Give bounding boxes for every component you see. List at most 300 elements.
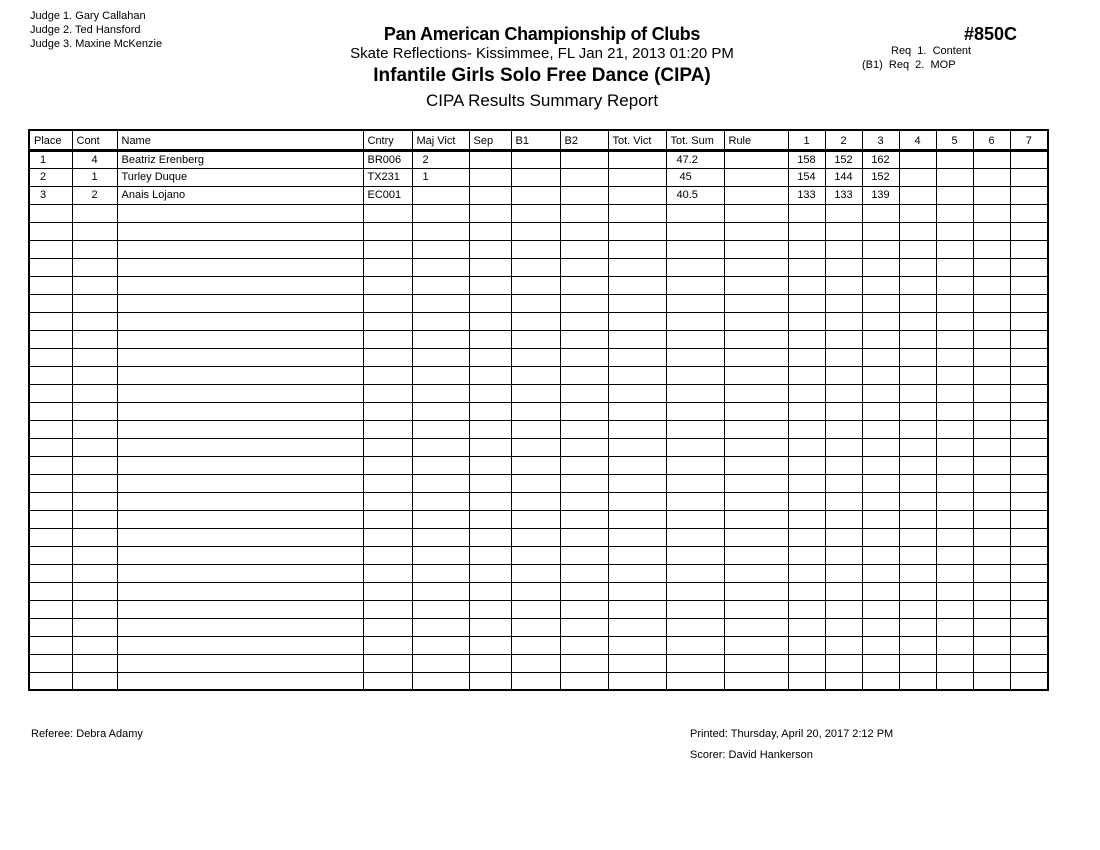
cell-empty xyxy=(29,654,72,672)
cell-empty xyxy=(412,564,469,582)
cell-empty xyxy=(936,582,973,600)
cell-empty xyxy=(363,672,412,690)
cell-empty xyxy=(936,546,973,564)
cell-empty xyxy=(72,240,117,258)
cell-empty xyxy=(608,420,666,438)
cell-empty xyxy=(117,510,363,528)
requirement-2: (B1) Req 2. MOP xyxy=(862,59,956,71)
cell-empty xyxy=(412,276,469,294)
cell-empty xyxy=(936,276,973,294)
cell-empty xyxy=(412,672,469,690)
cell-empty xyxy=(899,546,936,564)
requirements-list xyxy=(862,44,971,72)
cell-empty xyxy=(560,402,608,420)
table-row-empty xyxy=(29,528,1048,546)
cell-empty xyxy=(469,402,511,420)
cell-empty xyxy=(825,222,862,240)
cell-empty xyxy=(666,294,724,312)
cell-empty xyxy=(936,672,973,690)
cell-empty xyxy=(29,348,72,366)
cell-empty xyxy=(1010,348,1048,366)
cell-empty xyxy=(788,564,825,582)
cell-empty xyxy=(862,492,899,510)
cell-empty xyxy=(973,546,1010,564)
cell-empty xyxy=(899,240,936,258)
cell-tot-vict xyxy=(608,186,666,204)
cell-empty xyxy=(788,618,825,636)
cell-empty xyxy=(412,474,469,492)
cell-empty xyxy=(117,492,363,510)
cell-empty xyxy=(1010,510,1048,528)
cell-empty xyxy=(973,582,1010,600)
cell-empty xyxy=(469,600,511,618)
cell-empty xyxy=(560,330,608,348)
cell-empty xyxy=(666,636,724,654)
col-cntry: Cntry xyxy=(363,130,412,150)
cell-empty xyxy=(825,438,862,456)
cell-empty xyxy=(560,366,608,384)
cell-empty xyxy=(117,420,363,438)
cell-empty xyxy=(412,420,469,438)
cell-empty xyxy=(412,204,469,222)
cell-empty xyxy=(862,312,899,330)
cell-empty xyxy=(788,258,825,276)
cell-empty xyxy=(412,510,469,528)
cell-empty xyxy=(1010,366,1048,384)
cell-judge-1: 154 xyxy=(788,168,825,186)
cell-empty xyxy=(1010,474,1048,492)
cell-judge-7 xyxy=(1010,150,1048,168)
cell-empty xyxy=(1010,528,1048,546)
cell-empty xyxy=(72,582,117,600)
cell-empty xyxy=(825,618,862,636)
cell-empty xyxy=(936,564,973,582)
cell-empty xyxy=(29,420,72,438)
cell-empty xyxy=(825,654,862,672)
cell-empty xyxy=(560,222,608,240)
cell-empty xyxy=(825,402,862,420)
cell-empty xyxy=(936,600,973,618)
cell-empty xyxy=(1010,564,1048,582)
cell-empty xyxy=(608,222,666,240)
cell-empty xyxy=(469,330,511,348)
cell-empty xyxy=(72,618,117,636)
cell-empty xyxy=(666,330,724,348)
cell-empty xyxy=(973,240,1010,258)
cell-empty xyxy=(1010,438,1048,456)
cell-empty xyxy=(825,420,862,438)
cell-empty xyxy=(72,312,117,330)
cell-empty xyxy=(511,258,560,276)
cell-empty xyxy=(862,294,899,312)
cell-cntry: EC001 xyxy=(363,186,412,204)
cell-empty xyxy=(973,312,1010,330)
cell-empty xyxy=(511,312,560,330)
results-table xyxy=(28,129,1049,691)
cell-cont: 4 xyxy=(72,150,117,168)
cell-empty xyxy=(825,510,862,528)
cell-empty xyxy=(666,474,724,492)
cell-empty xyxy=(899,384,936,402)
cell-judge-6 xyxy=(973,186,1010,204)
cell-empty xyxy=(1010,294,1048,312)
cell-empty xyxy=(117,438,363,456)
cell-empty xyxy=(973,420,1010,438)
cell-empty xyxy=(560,528,608,546)
cell-empty xyxy=(936,366,973,384)
cell-empty xyxy=(899,204,936,222)
cell-empty xyxy=(1010,492,1048,510)
cell-empty xyxy=(29,258,72,276)
cell-empty xyxy=(936,456,973,474)
cell-empty xyxy=(973,474,1010,492)
cell-empty xyxy=(724,618,788,636)
cell-empty xyxy=(29,456,72,474)
col-b2: B2 xyxy=(560,130,608,150)
table-row-empty xyxy=(29,312,1048,330)
cell-maj-vict: 2 xyxy=(412,150,469,168)
cell-empty xyxy=(560,636,608,654)
cell-b2 xyxy=(560,150,608,168)
cell-empty xyxy=(608,672,666,690)
cell-empty xyxy=(899,636,936,654)
cell-empty xyxy=(560,348,608,366)
cell-empty xyxy=(29,384,72,402)
cell-empty xyxy=(117,402,363,420)
cell-empty xyxy=(72,258,117,276)
cell-empty xyxy=(1010,654,1048,672)
cell-empty xyxy=(825,240,862,258)
table-row-empty xyxy=(29,222,1048,240)
cell-judge-7 xyxy=(1010,168,1048,186)
cell-empty xyxy=(29,222,72,240)
cell-empty xyxy=(862,600,899,618)
cell-empty xyxy=(117,582,363,600)
cell-empty xyxy=(72,654,117,672)
cell-empty xyxy=(899,456,936,474)
cell-empty xyxy=(412,528,469,546)
cell-judge-1: 158 xyxy=(788,150,825,168)
cell-empty xyxy=(72,204,117,222)
cell-empty xyxy=(973,294,1010,312)
col-place: Place xyxy=(29,130,72,150)
table-row-empty xyxy=(29,438,1048,456)
cell-empty xyxy=(469,222,511,240)
cell-empty xyxy=(511,456,560,474)
cell-empty xyxy=(608,366,666,384)
cell-empty xyxy=(560,582,608,600)
table-row-empty xyxy=(29,204,1048,222)
cell-empty xyxy=(412,456,469,474)
cell-empty xyxy=(724,420,788,438)
cell-empty xyxy=(666,456,724,474)
cell-empty xyxy=(117,348,363,366)
cell-empty xyxy=(363,222,412,240)
cell-empty xyxy=(560,420,608,438)
cell-empty xyxy=(363,330,412,348)
cell-empty xyxy=(1010,204,1048,222)
cell-empty xyxy=(117,204,363,222)
cell-empty xyxy=(469,528,511,546)
cell-empty xyxy=(788,456,825,474)
cell-empty xyxy=(469,582,511,600)
cell-empty xyxy=(117,276,363,294)
judges-list xyxy=(30,9,162,51)
cell-empty xyxy=(862,636,899,654)
event-number: #850C xyxy=(964,24,1018,44)
cell-empty xyxy=(825,582,862,600)
cell-empty xyxy=(469,348,511,366)
cell-empty xyxy=(469,384,511,402)
cell-empty xyxy=(788,204,825,222)
cell-empty xyxy=(117,366,363,384)
cell-empty xyxy=(363,510,412,528)
col-name: Name xyxy=(117,130,363,150)
cell-maj-vict: 1 xyxy=(412,168,469,186)
cell-empty xyxy=(511,348,560,366)
cell-empty xyxy=(511,600,560,618)
printed-timestamp: Printed: Thursday, April 20, 2017 2:12 PM xyxy=(690,728,894,740)
cell-empty xyxy=(788,474,825,492)
cell-empty xyxy=(29,510,72,528)
cell-empty xyxy=(469,312,511,330)
cell-empty xyxy=(608,492,666,510)
cell-empty xyxy=(469,564,511,582)
cell-empty xyxy=(666,312,724,330)
cell-empty xyxy=(1010,636,1048,654)
cell-b1 xyxy=(511,168,560,186)
cell-empty xyxy=(862,510,899,528)
cell-empty xyxy=(29,618,72,636)
cell-empty xyxy=(724,546,788,564)
cell-empty xyxy=(412,546,469,564)
cell-empty xyxy=(788,384,825,402)
table-row-empty xyxy=(29,654,1048,672)
cell-empty xyxy=(608,636,666,654)
cell-empty xyxy=(724,528,788,546)
table-row-empty xyxy=(29,384,1048,402)
cell-empty xyxy=(899,330,936,348)
cell-tot-sum: 47.2 xyxy=(666,150,724,168)
cell-empty xyxy=(724,204,788,222)
cell-empty xyxy=(788,600,825,618)
cell-empty xyxy=(899,618,936,636)
cell-empty xyxy=(899,276,936,294)
cell-place: 2 xyxy=(29,168,72,186)
cell-empty xyxy=(973,222,1010,240)
cell-empty xyxy=(788,276,825,294)
cell-empty xyxy=(724,492,788,510)
cell-empty xyxy=(1010,240,1048,258)
cell-empty xyxy=(560,546,608,564)
cell-empty xyxy=(825,204,862,222)
cell-empty xyxy=(412,366,469,384)
cell-empty xyxy=(29,528,72,546)
cell-empty xyxy=(469,654,511,672)
cell-empty xyxy=(363,402,412,420)
cell-empty xyxy=(608,384,666,402)
cell-rule xyxy=(724,186,788,204)
cell-empty xyxy=(666,204,724,222)
cell-judge-5 xyxy=(936,150,973,168)
cell-empty xyxy=(1010,456,1048,474)
cell-empty xyxy=(511,276,560,294)
cell-empty xyxy=(72,420,117,438)
cell-judge-5 xyxy=(936,186,973,204)
cell-empty xyxy=(412,330,469,348)
cell-empty xyxy=(936,294,973,312)
cell-empty xyxy=(608,582,666,600)
cell-empty xyxy=(825,258,862,276)
cell-empty xyxy=(560,456,608,474)
cell-empty xyxy=(1010,600,1048,618)
cell-empty xyxy=(469,240,511,258)
cell-empty xyxy=(560,492,608,510)
cell-empty xyxy=(29,582,72,600)
report-title: CIPA Results Summary Report xyxy=(425,91,659,110)
cell-empty xyxy=(666,276,724,294)
cell-empty xyxy=(788,222,825,240)
cell-empty xyxy=(862,204,899,222)
cell-empty xyxy=(511,636,560,654)
cell-empty xyxy=(363,654,412,672)
cell-empty xyxy=(608,546,666,564)
cell-tot-sum: 45 xyxy=(666,168,724,186)
cell-empty xyxy=(363,582,412,600)
cell-empty xyxy=(608,402,666,420)
cell-empty xyxy=(511,294,560,312)
cell-empty xyxy=(511,240,560,258)
cell-empty xyxy=(608,600,666,618)
cell-empty xyxy=(560,564,608,582)
cell-empty xyxy=(899,312,936,330)
cell-empty xyxy=(363,438,412,456)
cell-empty xyxy=(973,330,1010,348)
cell-empty xyxy=(608,330,666,348)
cell-empty xyxy=(825,456,862,474)
cell-empty xyxy=(363,600,412,618)
cell-empty xyxy=(973,672,1010,690)
cell-empty xyxy=(117,312,363,330)
cell-empty xyxy=(788,672,825,690)
cell-cont: 2 xyxy=(72,186,117,204)
cell-judge-3: 162 xyxy=(862,150,899,168)
cell-empty xyxy=(511,492,560,510)
cell-tot-vict xyxy=(608,168,666,186)
cell-empty xyxy=(936,402,973,420)
table-row-empty xyxy=(29,600,1048,618)
cell-empty xyxy=(72,366,117,384)
cell-empty xyxy=(117,240,363,258)
cell-empty xyxy=(936,384,973,402)
cell-empty xyxy=(608,258,666,276)
cell-empty xyxy=(469,294,511,312)
cell-empty xyxy=(1010,258,1048,276)
cell-empty xyxy=(666,546,724,564)
table-row xyxy=(29,150,1048,168)
col-judge-3: 3 xyxy=(862,130,899,150)
cell-empty xyxy=(724,510,788,528)
cell-empty xyxy=(29,636,72,654)
cell-empty xyxy=(412,312,469,330)
cell-cntry: TX231 xyxy=(363,168,412,186)
table-row xyxy=(29,186,1048,204)
cell-empty xyxy=(608,438,666,456)
cell-empty xyxy=(511,204,560,222)
cell-empty xyxy=(363,294,412,312)
cell-empty xyxy=(973,636,1010,654)
cell-empty xyxy=(72,528,117,546)
cell-empty xyxy=(72,600,117,618)
cell-empty xyxy=(724,366,788,384)
cell-empty xyxy=(899,654,936,672)
cell-empty xyxy=(666,366,724,384)
venue-line: Skate Reflections- Kissimmee, FL Jan 21, 2013 01:20 PM xyxy=(350,45,734,62)
col-tot-sum: Tot. Sum xyxy=(666,130,724,150)
cell-empty xyxy=(862,672,899,690)
cell-empty xyxy=(469,258,511,276)
cell-empty xyxy=(469,618,511,636)
cell-empty xyxy=(72,636,117,654)
cell-empty xyxy=(666,510,724,528)
cell-empty xyxy=(560,240,608,258)
cell-empty xyxy=(862,348,899,366)
cell-empty xyxy=(560,204,608,222)
cell-empty xyxy=(862,258,899,276)
cell-empty xyxy=(973,348,1010,366)
cell-place: 3 xyxy=(29,186,72,204)
cell-empty xyxy=(899,294,936,312)
table-row-empty xyxy=(29,258,1048,276)
cell-empty xyxy=(1010,330,1048,348)
col-tot-vict: Tot. Vict xyxy=(608,130,666,150)
cell-judge-3: 139 xyxy=(862,186,899,204)
cell-empty xyxy=(363,528,412,546)
cell-empty xyxy=(117,456,363,474)
cell-empty xyxy=(511,582,560,600)
cell-empty xyxy=(412,636,469,654)
cell-empty xyxy=(862,546,899,564)
cell-empty xyxy=(560,654,608,672)
requirement-1: Req 1. Content xyxy=(891,45,972,57)
cell-empty xyxy=(899,366,936,384)
cell-empty xyxy=(1010,312,1048,330)
col-judge-2: 2 xyxy=(825,130,862,150)
cell-empty xyxy=(666,258,724,276)
cell-empty xyxy=(899,438,936,456)
cell-empty xyxy=(469,276,511,294)
cell-empty xyxy=(412,294,469,312)
cell-empty xyxy=(363,348,412,366)
cell-empty xyxy=(29,276,72,294)
cell-empty xyxy=(862,276,899,294)
cell-name: Beatriz Erenberg xyxy=(117,150,363,168)
cell-empty xyxy=(899,564,936,582)
cell-empty xyxy=(973,276,1010,294)
cell-empty xyxy=(608,312,666,330)
col-judge-6: 6 xyxy=(973,130,1010,150)
cell-empty xyxy=(788,636,825,654)
cell-empty xyxy=(412,384,469,402)
cell-empty xyxy=(1010,546,1048,564)
cell-empty xyxy=(72,276,117,294)
table-row-empty xyxy=(29,348,1048,366)
scorer: Scorer: David Hankerson xyxy=(690,749,813,761)
cell-empty xyxy=(973,258,1010,276)
cell-judge-4 xyxy=(899,150,936,168)
cell-empty xyxy=(899,402,936,420)
cell-empty xyxy=(511,474,560,492)
